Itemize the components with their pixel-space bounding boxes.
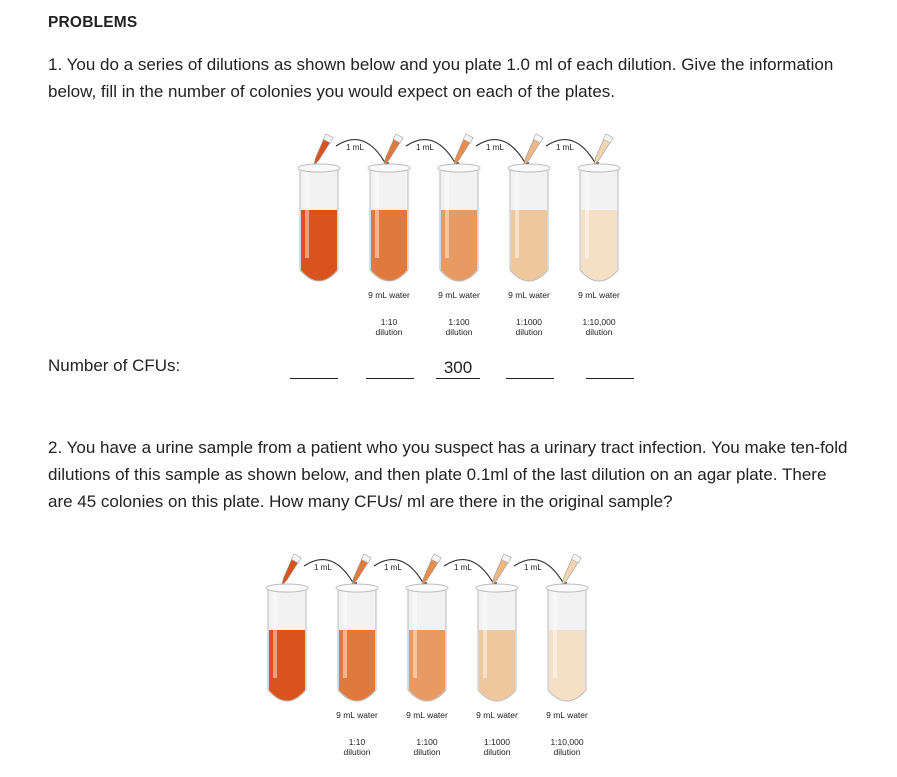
d1-water-label-2: 9 mL water [368,290,410,300]
d1-pipette-2 [380,134,403,168]
d1-tube-shine-5 [585,172,589,258]
d2-dilution-label-5: dilution [553,747,581,757]
d2-dilution-label-2: dilution [343,747,371,757]
d2-tube-group-5 [546,554,588,757]
d2-water-label-3: 9 mL water [406,710,448,720]
d2-tube-rim-3 [406,584,448,592]
cfu-answer-blank-3[interactable]: 300 [436,358,480,379]
d2-tube-shine-3 [413,592,417,678]
d1-tube-shine-3 [445,172,449,258]
d2-tube-shine-2 [343,592,347,678]
d1-transfer-label-3: 1 mL [486,143,504,152]
d1-pipette-3 [450,134,473,168]
cfu-answer-blank-5[interactable] [586,358,634,379]
cfu-answer-blank-4[interactable] [506,358,554,379]
d2-water-label-5: 9 mL water [546,710,588,720]
d1-pipette-5 [590,134,613,168]
d1-transfer-label-1: 1 mL [346,143,364,152]
dilution-diagram-2 [258,546,618,766]
d1-ratio-label-3: 1:100 [448,317,470,327]
d1-water-label-5: 9 mL water [578,290,620,300]
d1-water-label-4: 9 mL water [508,290,550,300]
d1-pipette-4 [520,134,543,168]
d1-tube-group-5 [578,134,620,337]
page-heading: PROBLEMS [48,14,138,31]
d1-tube-rim-5 [578,164,620,172]
d1-pipette-1 [310,134,333,168]
d2-tube-shine-5 [553,592,557,678]
d2-transfer-label-1: 1 mL [314,563,332,572]
d2-tube-shine-1 [273,592,277,678]
d1-water-label-3: 9 mL water [438,290,480,300]
d1-transfer-label-4: 1 mL [556,143,574,152]
d1-tube-shine-2 [375,172,379,258]
d1-dilution-label-5: dilution [585,327,613,337]
d2-water-label-4: 9 mL water [476,710,518,720]
d2-transfer-label-3: 1 mL [454,563,472,572]
problem-2-text: 2. You have a urine sample from a patient who you suspect has a urinary tract infection. You make ten-fold dilutions of this sample as shown below, and then plate 0.1ml of the last dilution on an agar plate. There are 45 colonies on this plate. How many CFUs/ ml are there in the original sample? [48,438,848,511]
d2-ratio-label-3: 1:100 [416,737,438,747]
d2-ratio-label-2: 1:10 [348,737,366,747]
d2-pipette-5 [558,554,581,588]
d1-tube-rim-2 [368,164,410,172]
d2-transfer-label-4: 1 mL [524,563,542,572]
d1-tube-shine-4 [515,172,519,258]
d1-tube-rim-1 [298,164,340,172]
d1-dilution-label-4: dilution [515,327,543,337]
cfu-answer-blank-1[interactable] [290,358,338,379]
d1-dilution-label-3: dilution [445,327,473,337]
d2-dilution-label-4: dilution [483,747,511,757]
d1-transfer-label-2: 1 mL [416,143,434,152]
d2-pipette-2 [348,554,371,588]
d1-ratio-label-2: 1:10 [380,317,398,327]
cfu-answer-blank-2[interactable] [366,358,414,379]
d2-tube-rim-4 [476,584,518,592]
problem-1-text: 1. You do a series of dilutions as shown below and you plate 1.0 ml of each dilution. Give the information below, fill in the number of colonies you would expect on each of the plates. [48,55,834,101]
dilution-diagram-1 [290,126,650,346]
d2-pipette-4 [488,554,511,588]
d2-tube-rim-1 [266,584,308,592]
d1-tube-rim-4 [508,164,550,172]
d2-ratio-label-4: 1:1000 [484,737,510,747]
cfu-label: Number of CFUs: [48,356,181,375]
d1-tube-rim-3 [438,164,480,172]
d2-pipette-1 [278,554,301,588]
d2-tube-rim-2 [336,584,378,592]
d1-ratio-label-5: 1:10,000 [582,317,616,327]
d2-tube-rim-5 [546,584,588,592]
d2-transfer-label-2: 1 mL [384,563,402,572]
d1-ratio-label-4: 1:1000 [516,317,542,327]
d2-ratio-label-5: 1:10,000 [550,737,584,747]
d2-water-label-2: 9 mL water [336,710,378,720]
d1-tube-shine-1 [305,172,309,258]
d1-dilution-label-2: dilution [375,327,403,337]
d2-pipette-3 [418,554,441,588]
d2-dilution-label-3: dilution [413,747,441,757]
d2-tube-shine-4 [483,592,487,678]
